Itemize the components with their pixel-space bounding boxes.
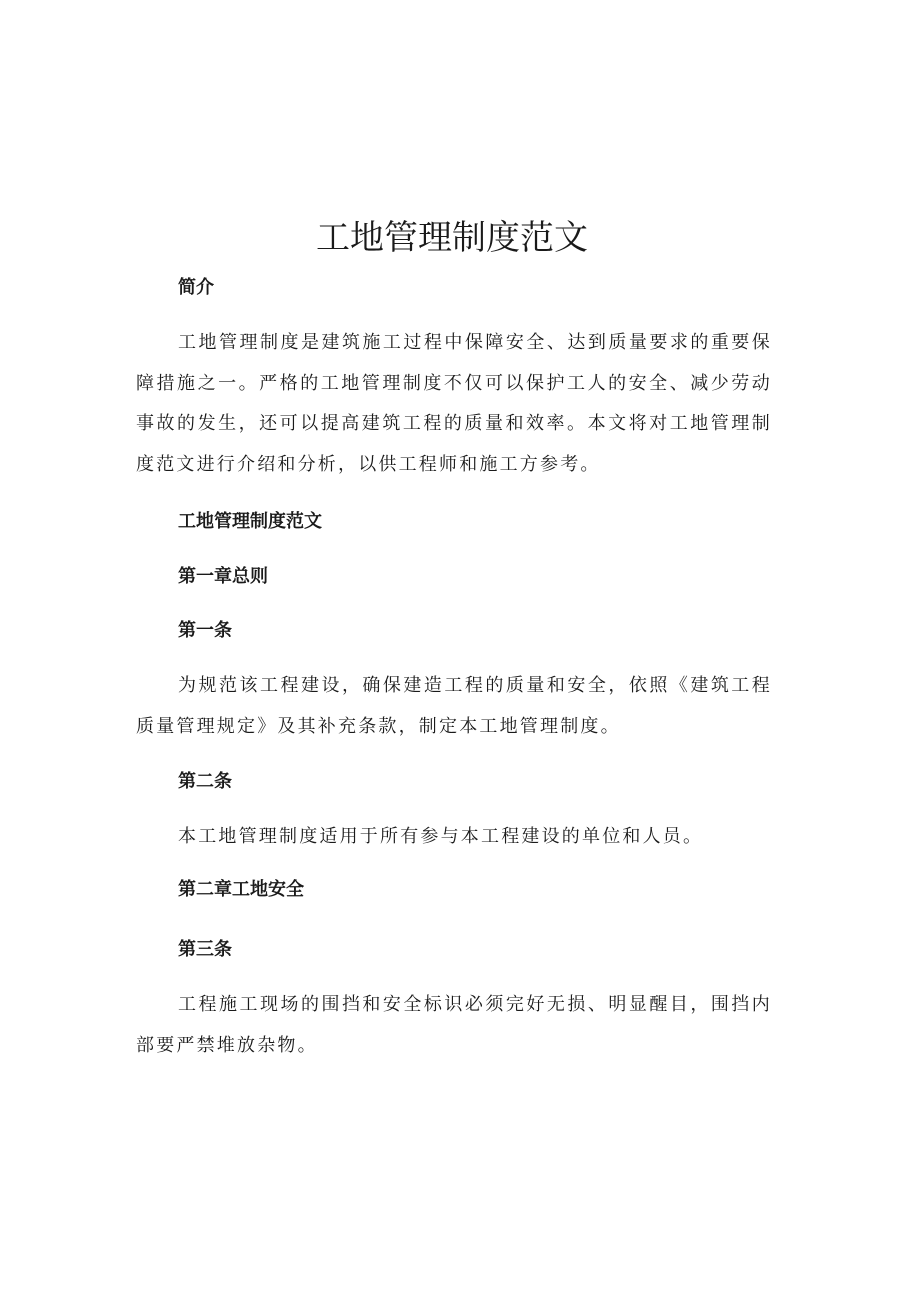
article3-text: 工程施工现场的围挡和安全标识必须完好无损、明显醒目，围挡内部要严禁堆放杂物。 [136, 994, 772, 1056]
chapter1-heading: 第一章总则 [178, 566, 268, 587]
article1-text: 为规范该工程建设，确保建造工程的质量和安全，依照《建筑工程质量管理规定》及其补充条款，制定本工地管理制度。 [136, 675, 772, 737]
section-heading: 工地管理制度范文 [178, 511, 322, 532]
chapter2-heading: 第二章工地安全 [178, 879, 304, 900]
article2-text: 本工地管理制度适用于所有参与本工程建设的单位和人员。 [178, 826, 704, 847]
article1-heading: 第一条 [178, 620, 232, 641]
document-title: 工地管理制度范文 [316, 218, 588, 258]
article3-heading: 第三条 [178, 939, 232, 960]
article2-heading: 第二条 [178, 771, 232, 792]
intro-paragraph: 工地管理制度是建筑施工过程中保障安全、达到质量要求的重要保障措施之一。严格的工地管理制度不仅可以保护工人的安全、减少劳动事故的发生，还可以提高建筑工程的质量和效率。本文将对工地管理制度范文进行介绍和分析，以供工程师和施工方参考。 [136, 332, 772, 475]
intro-heading: 简介 [178, 277, 214, 298]
